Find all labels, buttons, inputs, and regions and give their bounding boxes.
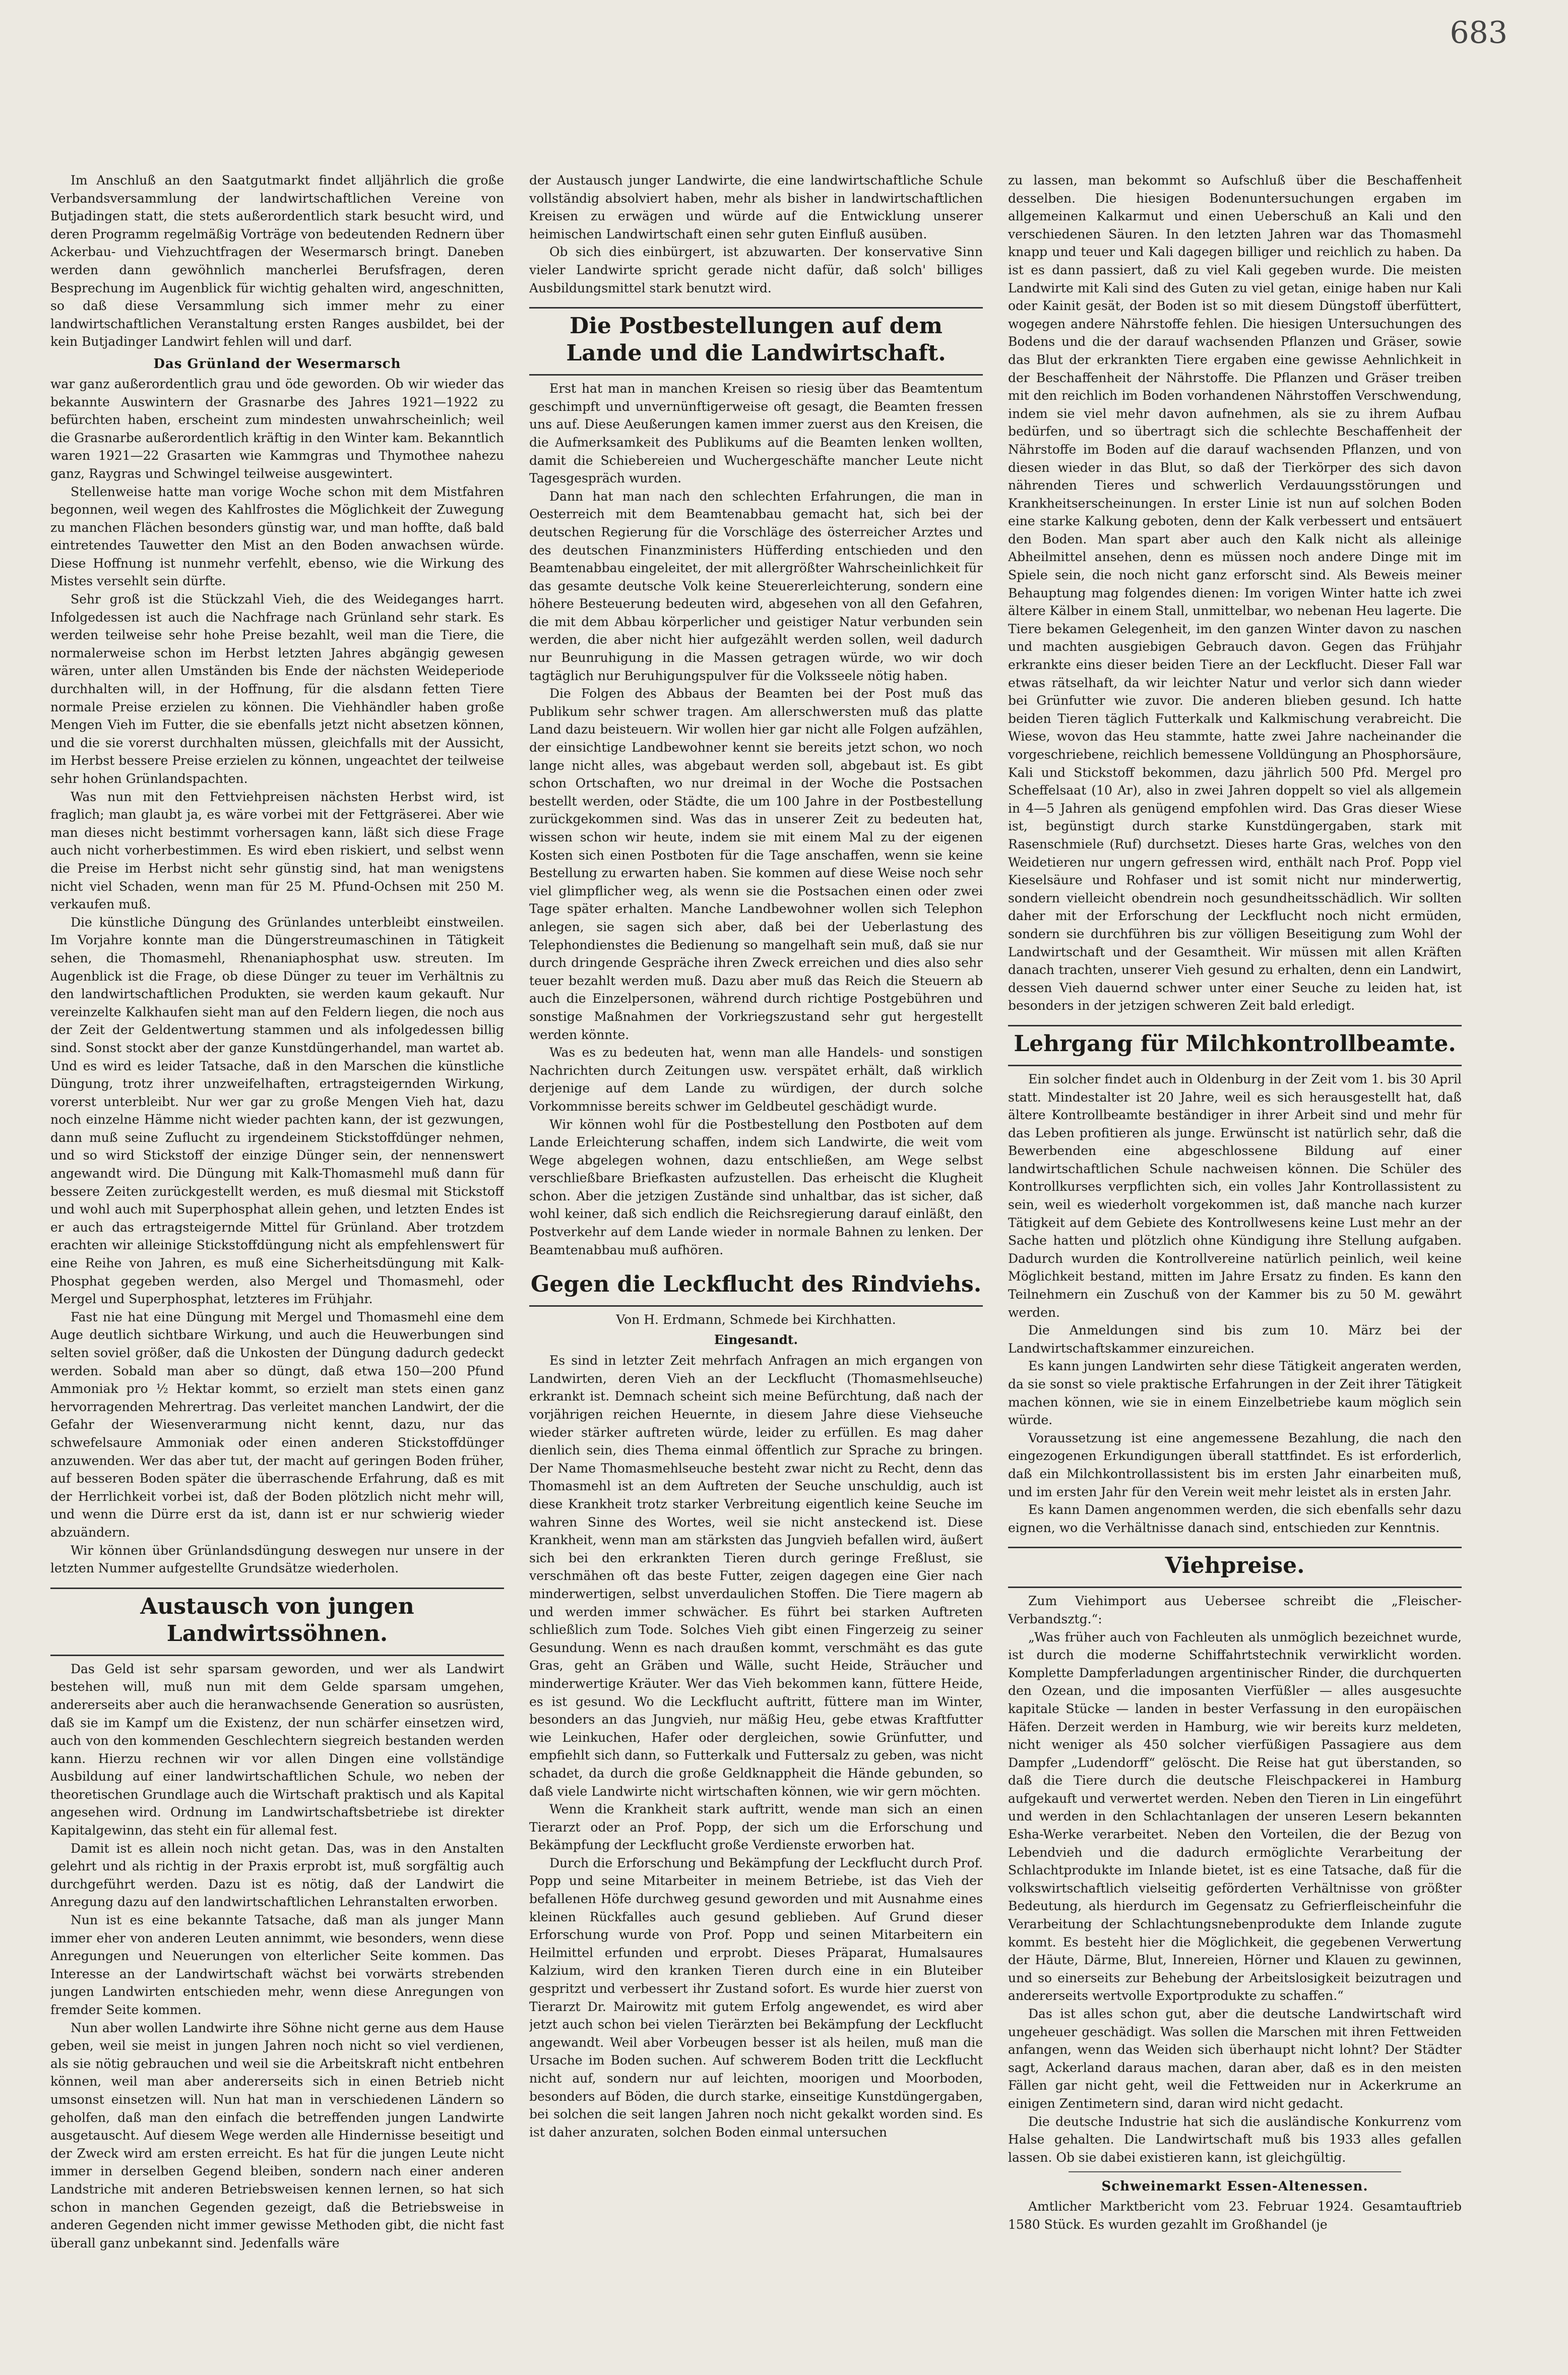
article-paragraph: Voraussetzung ist eine angemessene Bezahlung, die nach den eingezogenen Erkundigungen überall stattfindet. Es ist erforderlich, daß ein Milchkontrollassistent bis im ersten Jahr einarbeiten muß, und im ersten Jahr für den Verein weit mehr leistet als in ersten Jahr. — [1008, 1430, 1462, 1499]
article-paragraph: Wir können über Grünlandsdüngung deswegen nur unsere in der letzten Nummer aufgestellte Grundsätze wiederholen. — [50, 1543, 504, 1576]
article-paragraph: Die deutsche Industrie hat sich die ausländische Konkurrenz vom Halse gehalten. Die Landwirtschaft muß bis 1933 alles gefallen lassen. Ob sie dabei existieren kann, ist gleichgültig. — [1008, 2114, 1462, 2165]
column-2 — [529, 171, 983, 2339]
article-title: Viehpreise. — [1008, 1547, 1462, 1588]
article-paragraph: Es sind in letzter Zeit mehrfach Anfragen an mich ergangen von Landwirten, deren Vieh an der Leckflucht (Thomasmehlseuche) erkrankt ist. Demnach scheint sich meine Befürchtung, daß nach der vorjährigen reichen Heuernte, in diesem Jahre diese Viehseuche wieder stärker auftreten würde, leider zu erfüllen. Es mag daher dienlich sein, dies Thema einmal öffentlich zur Sprache zu bringen. Der Name Thomasmehlseuche besteht zwar nicht zu Recht, denn das Thomasmehl ist an dem Auftreten der Seuche unschuldig, auch ist diese Krankheit trotz starker Verbreitung eigentlich keine Seuche im wahren Sinne des Wortes, weil sie nicht ansteckend ist. Diese Krankheit, wenn man am stärksten das Jungvieh befallen wird, äußert sich bei den erkrankten Tieren durch geringe Freßlust, sie verschmähen oft das beste Futter, zeigen dagegen eine Gier nach minderwertigen, selbst unverdaulichen Stoffen. Die Tiere magern ab und werden immer schwächer. Es führt bei starken Auftreten schließlich zum Tode. Solches Vieh gibt einen Fingerzeig zu seiner Gesundung. Wenn es nach draußen kommt, verschmäht es das gute Gras, geht an Gräben und Wälle, sucht Heide, Sträucher und minderwertige Kräuter. Wer das Vieh bekommen kann, füttere Heide, es ist gesund. Wo die Leckflucht auftritt, füttere man im Winter, besonders an das Jungvieh, nur mäßig Heu, gebe etwas Kraftfutter wie Leinkuchen, Hafer oder dergleichen, sowie Grünfutter, und empfiehlt sich dann, so Futterkalk und Futtersalz zu geben, was nicht schadet, da durch die große Geldknappheit die Hände gebunden, so daß viele Landwirte nicht wirtschaften können, wie wir gern möchten. — [529, 1353, 983, 1799]
article-paragraph: Erst hat man in manchen Kreisen so riesig über das Beamtentum geschimpft und unvernünftigerweise oft gesagt, die Beamten fressen uns auf. Diese Aeußerungen kamen immer zuerst aus den Kreisen, die die Aufmerksamkeit des Publikums auf die Beamten lenken wollten, damit die Schiebereien und Wuchergeschäfte mancher Leute nicht Tagesgespräch wurden. — [529, 381, 983, 486]
article-paragraph: Es kann jungen Landwirten sehr diese Tätigkeit angeraten werden, da sie sonst so viele praktische Erfahrungen in der Zeit ihrer Tätigkeit machen können, wie sie in einem Einzelbetriebe kaum möglich sein würde. — [1008, 1359, 1462, 1428]
article-paragraph: Die künstliche Düngung des Grünlandes unterbleibt einstweilen. Im Vorjahre konnte man die Düngerstreumaschinen in Tätigkeit sehen, die Thomasmehl, Rhenaniaphosphat usw. streuten. Im Augenblick ist die Frage, ob diese Dünger zu teuer im Verhältnis zu den landwirtschaftlichen Produkten, sie werden kaum gekauft. Nur vereinzelte Kalkhaufen sieht man auf den Feldern liegen, die noch aus der Zeit der Geldentwertung stammen und als infolgedessen billig sind. Sonst stockt aber der ganze Kunstdüngerhandel, man wartet ab. Und es wird es leider Tatsache, daß in den Marschen die künstliche Düngung, trotz ihrer unzweifelhaften, ertragsteigernden Wirkung, vorerst unterbleibt. Nur wer gar zu große Mengen Vieh hat, dazu noch einzelne Hämme nicht wieder pachten kann, der ist gezwungen, dann muß seine Zuflucht zu irgendeinem Stickstoffdünger nehmen, und so wird Stickstoff der einzige Dünger sein, der nennenswert angewandt wird. Die Düngung mit Kalk-Thomasmehl muß dann für bessere Zeiten zurückgestellt werden, es muß diesmal mit Stickstoff und wohl auch mit Superphosphat allein gehen, und letzten Endes ist er auch das ertragsteigernde Mittel für Grünland. Aber trotzdem erachten wir alleinige Stickstoffdüngung nicht als empfehlenswert für eine Reihe von Jahren, es muß eine Sicherheitsdüngung mit Kalk-Phosphat gegeben werden, also Mergel und Thomasmehl, oder Mergel und Superphosphat, letzteres im Frühjahr. — [50, 915, 504, 1307]
article-paragraph: Damit ist es allein noch nicht getan. Das, was in den Anstalten gelehrt und als richtig in der Praxis erprobt ist, muß sorgfältig auch durchgeführt werden. Dazu ist es nötig, daß der Landwirt die Anregung dazu auf den landwirtschaftlichen Lehranstalten erworben. — [50, 1841, 504, 1910]
article-paragraph: Was es zu bedeuten hat, wenn man alle Handels- und sonstigen Nachrichten durch Zeitungen usw. verspätet erhält, daß wirklich derjenige auf dem Lande zu würdigen, der durch solche Vorkommnisse bereits schwer im Geldbeutel geschädigt wurde. — [529, 1045, 983, 1114]
column-3 — [1008, 171, 1462, 2339]
article-paragraph: „Was früher auch von Fachleuten als unmöglich bezeichnet wurde, ist durch die moderne Schiffahrtstechnik verwirklicht worden. Komplette Dampferladungen argentinischer Rinder, die durchquerten den Ozean, und die imposanten Vierfüßler — alles ausgesuchte kapitale Stücke — landen in bester Verfassung in den europäischen Häfen. Derzeit werden in Hamburg, wie wir bereits kurz meldeten, nicht weniger als 450 solcher vierfüßigen Passagiere aus dem Dampfer „Ludendorff“ gelöscht. Die Reise hat gut überstanden, so daß die Tiere durch die deutsche Fleischpackerei in Hamburg aufgekauft und verwertet werden. Neben den Tieren in Lin eingeführt und werden in den Schlachtanlagen der unseren Lesern bekannten Esha-Werke verarbeitet. Neben den Vorteilen, die der Bezug von Lebendvieh und die dadurch ermöglichte Verarbeitung der Schlachtprodukte im Inlande bietet, ist es eine Tatsache, daß für die volkswirtschaftlich vielseitig geförderten Verhältnisse von größter Bedeutung, als hierdurch im Gegensatz zu Gefrierfleischeinfuhr die Verarbeitung der Schlachtungsnebenprodukte dem Inlande zugute kommt. Es besteht hier die Möglichkeit, die gegebenen Verwertung der Häute, Därme, Blut, Innereien, Hörner und Klauen zu gewinnen, und so einerseits zur Behebung der Arbeitslosigkeit beizutragen und andererseits wertvolle Exportprodukte zu schaffen.“ — [1008, 1629, 1462, 2003]
article-paragraph: Im Anschluß an den Saatgutmarkt findet alljährlich die große Verbandsversammlung der landwirtschaftlichen Vereine von Butjadingen statt, die stets außerordentlich stark besucht wird, und deren Programm regelmäßig Vorträge von bedeutenden Rednern über Ackerbau- und Viehzuchtfragen der Wesermarsch bringt. Daneben werden dann gewöhnlich mancherlei Berufsfragen, deren Besprechung im Augenblick für wichtig gehalten wird, angeschnitten, so daß diese Versammlung sich immer mehr zu einer landwirtschaftlichen Veranstaltung ersten Ranges ausbildet, bei der kein Butjadinger Landwirt fehlen will und darf. — [50, 173, 504, 349]
article-paragraph: Es kann Damen angenommen werden, die sich ebenfalls sehr dazu eignen, wo die Verhältnisse danach sind, entschieden zur Kenntnis. — [1008, 1502, 1462, 1535]
article-title: Die Postbestellungen auf dem Lande und die Landwirtschaft. — [529, 307, 983, 376]
article-paragraph: Wir können wohl für die Postbestellung den Postboten auf dem Lande Erleichterung schaffen, indem sich Landwirte, die weit vom Wege abgelegen wohnen, dazu entschließen, am Wege selbst verschließbare Briefkasten aufzustellen. Das erheischt die Klugheit schon. Aber die jetzigen Zustände sind unhaltbar, das ist sicher, daß wohl keiner, daß sich endlich die Reichsregierung darauf einläßt, den Postverkehr auf dem Lande wieder in normale Bahnen zu lenken. Der Beamtenabbau muß aufhören. — [529, 1117, 983, 1257]
article-title: Austausch von jungen Landwirtssöhnen. — [50, 1588, 504, 1656]
article-paragraph: Amtlicher Marktbericht vom 23. Februar 1924. Gesamtauftrieb 1580 Stück. Es wurden gezahlt im Großhandel (je — [1008, 2199, 1462, 2232]
article-paragraph: der Austausch junger Landwirte, die eine landwirtschaftliche Schule vollständig absolviert haben, mehr als bisher in landwirtschaftlichen Kreisen zu erwägen und würde auf die Entwicklung unserer heimischen Landwirtschaft einen sehr guten Einfluß ausüben. — [529, 173, 983, 241]
article-paragraph: Was nun mit den Fettviehpreisen nächsten Herbst wird, ist fraglich; man glaubt ja, es wäre vorbei mit der Fettgräserei. Aber wie man dieses nicht bestimmt vorhersagen kann, läßt sich diese Frage auch nicht vorherbestimmen. Es wird eben riskiert, und selbst wenn die Preise im Herbst nicht sehr günstig sind, hat man wenigstens nicht viel Schaden, wenn man für 25 M. Pfund-Ochsen mit 250 M. verkaufen muß. — [50, 789, 504, 912]
article-paragraph: Ein solcher findet auch in Oldenburg in der Zeit vom 1. bis 30 April statt. Mindestalter ist 20 Jahre, weil es sich herausgestellt hat, daß ältere Kontrollbeamte beständiger in ihrer Arbeit sind und mehr für das Leben profitieren als junge. Erwünscht ist natürlich sehr, daß die Bewerbenden eine abgeschlossene Bildung auf einer landwirtschaftlichen Schule nachweisen können. Die Schüler des Kontrollkurses verpflichten sich, ein volles Jahr Kontrollassistent zu sein, weil es wiederholt vorgekommen ist, daß manche nach kurzer Tätigkeit auf dem Gebiete des Kontrollwesens keine Lust mehr an der Sache hatten und plötzlich ohne Kündigung ihre Stellung aufgaben. Dadurch wurden die Kontrollvereine natürlich peinlich, weil keine Möglichkeit bestand, mitten im Jahre Ersatz zu finden. Es kann den Teilnehmern ein Zuschuß von der Kammer bis zu 50 M. gewährt werden. — [1008, 1071, 1462, 1320]
article-paragraph: war ganz außerordentlich grau und öde geworden. Ob wir wieder das bekannte Auswintern der Grasnarbe des Jahres 1921—1922 zu befürchten haben, erscheint zum mindesten unwahrscheinlich; weil die Grasnarbe außerordentlich kräftig in den Winter kam. Bekanntlich waren 1921—22 Grasarten wie Kammgras und Thymothee nahezu ganz, Raygras und Schwingel teilweise ausgewintert. — [50, 376, 504, 481]
article-paragraph: Die Folgen des Abbaus der Beamten bei der Post muß das Publikum sehr schwer tragen. Am allerschwersten muß das platte Land dazu beisteuern. Wir wollen hier gar nicht alle Folgen aufzählen, der einsichtige Landbewohner kennt sie bereits jetzt schon, wo noch lange nicht alles, was abgebaut werden soll, abgebaut ist. Es gibt schon Ortschaften, wo nur dreimal in der Woche die Postsachen bestellt werden, oder Städte, die um 100 Jahre in der Postbestellung zurückgekommen sind. Was das in unserer Zeit zu bedeuten hat, wissen schon wir heute, indem sie mit einem Mal zu der eigenen Kosten sich einen Postboten für die Tage anschaffen, wenn sie keine Bestellung zu erwarten haben. Sie kommen auf diese Weise noch sehr viel glimpflicher weg, als wenn sie die Postsachen einen oder zwei Tage später erhalten. Manche Landbewohner wollen sich Telephon anlegen, sie sagen sich aber, daß bei der Ueberlastung des Telephondienstes die Bedienung so mangelhaft sein muß, daß sie nur durch dringende Gespräche ihren Zweck erreichen und dies also sehr teuer bezahlt werden muß. Dazu aber muß das Reich die Steuern ab auch die Einzelpersonen, während durch richtige Postgebühren und sonstige Maßnahmen der Vorkriegszustand sehr gut hergestellt werden könnte. — [529, 686, 983, 1042]
article-paragraph: zu lassen, man bekommt so Aufschluß über die Beschaffenheit desselben. Die hiesigen Bodenuntersuchungen ergaben im allgemeinen Kalkarmut und einen Ueberschuß an Kali und den verschiedenen Säuren. In den letzten Jahren war das Thomasmehl knapp und teuer und Kali dagegen billiger und reichlich zu haben. Da ist es dann passiert, daß zu viel Kali gegeben wurde. Die meisten Landwirte mit Kali sind des Guten zu viel getan, einige haben nur Kali oder Kainit gesät, der Boden ist so mit diesem Düngstoff überfüttert, wogegen andere Nährstoffe fehlen. Die hiesigen Untersuchungen des Bodens und die der darauf wachsenden Pflanzen und Gräser, sowie das Blut der erkrankten Tiere ergaben eine gewisse Aehnlichkeit in der Beschaffenheit der Nährstoffe. Die Pflanzen und Gräser treiben mit den reichlich im Boden vorhandenen Nährstoffen Verschwendung, indem sie viel mehr davon aufnehmen, als sie zu ihrem Aufbau bedürfen, und so übertragt sich die schlechte Beschaffenheit der Nährstoffe im Boden auf die darauf wachsenden Pflanzen, und von diesen wieder in das Blut, so daß der Tierkörper des sich davon nährenden Tieres und schwerlich Verdauungsstörungen und Krankheitserscheinungen. In erster Linie ist nun auf solchen Boden eine starke Kalkung geboten, denn der Kalk verbessert und entsäuert den Boden. Man spart aber auch den Kalk nicht als alleinige Abheilmittel ansehen, denn es müssen noch andere Dinge mit im Spiele sein, die noch nicht ganz erforscht sind. Als Beweis meiner Behauptung mag folgendes dienen: Im vorigen Winter hatte ich zwei ältere Kälber in einem Stall, unmittelbar, wo nebenan Heu lagerte. Die Tiere bekamen Gelegenheit, im den ganzen Winter davon zu naschen und machten ausgiebigen Gebrauch davon. Gegen das Frühjahr erkrankte eins dieser beiden Tiere an der Leckflucht. Dieser Fall war etwas rätselhaft, da wir leichter Natur und verlor sich dann wieder bei Grünfutter wie zuvor. Die anderen blieben gesund. Ich hatte beiden Tieren täglich Futterkalk und Kalkmischung verabreicht. Die Wiese, wovon das Heu stammte, hatte zwei Jahre nacheinander die vorgeschriebene, reichlich bemessene Volldüngung an Phosphorsäure, Kali und Stickstoff bekommen, dazu jährlich 500 Pfd. Mergel pro Scheffelsaat (10 Ar), also in zwei Jahren doppelt so viel als allgemein in 4—5 Jahren als genügend empfohlen wird. Das Gras dieser Wiese ist, begünstigt durch starke Kunstdüngergaben, stark mit Rasenschmiele (Ruf) durchsetzt. Dieses harte Gras, welches von den Weidetieren nur ungern gefressen wird, enthält nach Prof. Popp viel Kieselsäure und Rohfaser und ist somit nicht nur minderwertig, sondern vielleicht obendrein noch gesundheitsschädlich. Wir sollten daher mit der Erforschung der Leckflucht noch nicht ermüden, sondern sie durchführen bis zur völligen Beseitigung zum Wohl der Landwirtschaft und der Gesamtheit. Wir müssen mit allen Kräften danach trachten, unserer Vieh gesund zu erhalten, denn ein Landwirt, dessen Vieh dauernd schwer unter einer Seuche zu leiden hat, ist besonders in der jetzigen schweren Zeit bald erledigt. — [1008, 173, 1462, 1013]
byline: Von H. Erdmann, Schmede bei Kirchhatten. — [616, 1312, 896, 1327]
article-paragraph: Das ist alles schon gut, aber die deutsche Landwirtschaft wird ungeheuer geschädigt. Was sollen die Marschen mit ihren Fettweiden anfangen, wenn das Weiden sich überhaupt nicht lohnt? Der Städter sagt, Ackerland daraus machen, daran aber, daß es in den meisten Fällen gar nicht geht, weil die Fettweiden nur in Ackerkrume an einigen Zentimetern sind, daran wird nicht gedacht. — [1008, 2006, 1462, 2111]
article-paragraph: Dann hat man nach den schlechten Erfahrungen, die man in Oesterreich mit dem Beamtenabbau gemacht hat, sich bei der deutschen Regierung für die Vorschläge des österreicher Arztes und des deutschen Finanzministers Hüfferding entschieden und den Beamtenabbau eingeleitet, der mit allergrößter Wahrscheinlichkeit für das gesamte deutsche Volk keine Steuererleichterung, sondern eine höhere Besteuerung bedeuten wird, abgesehen von all den Gefahren, die mit dem Abbau körperlicher und geistiger Natur verbunden sein werden, die aber nicht hier aufgezählt werden sollen, weil dadurch nur Beunruhigung in die Massen getragen würde, wo wir doch tagtäglich nur Beruhigungspulver für die Volksseele nötig haben. — [529, 489, 983, 683]
article-paragraph: Wenn die Krankheit stark auftritt, wende man sich an einen Tierarzt oder an Prof. Popp, der sich um die Erforschung und Bekämpfung der Leckflucht große Verdienste erworben hat. — [529, 1802, 983, 1853]
article-paragraph: Durch die Erforschung und Bekämpfung der Leckflucht durch Prof. Popp und seine Mitarbeiter in meinem Betriebe, ist das Vieh der befallenen Höfe durchweg gesund geworden und mit Ausnahme eines kleinen Rückfalles auch gesund geblieben. Auf Grund dieser Erforschung wurde von Prof. Popp und seinen Mitarbeitern ein Heilmittel erfunden und erprobt. Dieses Präparat, Humalsaures Kalzium, wird den kranken Tieren durch eine in ein Bluteiber gespritzt und verbessert ihr Zustand sofort. Es wurde hier zuerst von Tierarzt Dr. Mairowitz mit gutem Erfolg angewendet, es wird aber jetzt auch schon bei vielen Tierärzten bei Bekämpfung der Leckflucht angewandt. Weil aber Vorbeugen besser ist als heilen, muß man die Ursache im Boden suchen. Auf schwerem Boden tritt die Leckflucht nicht auf, sondern nur auf leichten, moorigen und Moorboden, besonders auf Böden, die durch starke, einseitige Kunstdüngergaben, bei solchen die seit langen Jahren noch nicht gekalkt worden sind. Es ist daher anzuraten, solchen Boden einmal untersuchen — [529, 1855, 983, 2140]
page-number: 683 — [1450, 15, 1508, 50]
article-title: Lehrgang für Milchkontrollbeamte. — [1008, 1025, 1462, 1066]
article-paragraph: Die Anmeldungen sind bis zum 10. März bei der Landwirtschaftskammer einzureichen. — [1008, 1323, 1462, 1356]
article-paragraph: Sehr groß ist die Stückzahl Vieh, die des Weideganges harrt. Infolgedessen ist auch die Nachfrage nach Grünland sehr stark. Es werden teilweise sehr hohe Preise bezahlt, weil man die Tiere, die normalerweise schon im Herbst letzten Jahres abgängig gewesen wären, unter allen Umständen bis Ende der nächsten Weideperiode durchhalten will, in der Hoffnung, für die alsdann fetten Tiere normale Preise erzielen zu können. Die Viehhändler haben große Mengen Vieh im Futter, die sie ebenfalls jetzt nicht absetzen können, und die sie vorerst durchhalten müssen, gleichfalls mit der Aussicht, im Herbst bessere Preise erzielen zu können, ungeachtet der teilweise sehr hohen Grünlandspachten. — [50, 592, 504, 786]
article-paragraph: Nun aber wollen Landwirte ihre Söhne nicht gerne aus dem Hause geben, weil sie meist in jungen Jahren noch nicht so viel verdienen, als sie nötig gebrauchen und weil sie die Arbeitskraft nicht entbehren können, weil man aber andererseits sich in einen Betrieb nicht umsonst einsetzen will. Nun hat man in verschiedenen Ländern so geholfen, daß man den einfach die betreffenden jungen Landwirte ausgetauscht. Auf diesem Wege werden alle Hindernisse beseitigt und der Zweck wird am ersten erreicht. Es hat für die jungen Leute nicht immer in derselben Gegend bleiben, sondern nach einer anderen Landstriche mit anderen Betriebsweisen kennen lernen, so hat sich schon in manchen Gegenden gezeigt, daß die Betriebsweise in anderen Gegenden nicht immer gewisse Methoden gibt, die nicht fast überall ganz unbekannt sind. Jedenfalls wäre — [50, 2020, 504, 2250]
column-1 — [50, 171, 504, 2339]
article-paragraph: Stellenweise hatte man vorige Woche schon mit dem Mistfahren begonnen, weil wegen des Kahlfrostes die Möglichkeit der Zuwegung zu manchen Flächen besonders günstig war, und man hoffte, daß bald eintretendes Tauwetter den Mist an den Boden anwachsen würde. Diese Hoffnung ist nunmehr verfehlt, ebenso, wie die Wirkung des Mistes versehlt sein dürfte. — [50, 484, 504, 589]
article-paragraph: Fast nie hat eine Düngung mit Mergel und Thomasmehl eine dem Auge deutlich sichtbare Wirkung, und auch die Heuwerbungen sind selten soviel größer, daß die Unkosten der Düngung dadurch gedeckt werden. Sobald man aber so düngt, daß etwa 150—200 Pfund Ammoniak pro ½ Hektar kommt, so erzielt man stets einen ganz hervorragenden Mehrertrag. Das verleitet manchen Landwirt, der die Gefahr der Wiesenverarmung nicht kennt, dazu, nur das schwefelsaure Ammoniak oder einen anderen Stickstoffdünger anzuwenden. Wer das aber tut, der macht auf geringen Boden früher, auf besseren Boden später die überraschende Erfahrung, daß es mit der Herrlichkeit vorbei ist, daß der Boden plötzlich nicht mehr will, und wenn die Dürre erst da ist, dann ist er nur schwierig wieder abzuändern. — [50, 1309, 504, 1540]
divider — [1069, 2171, 1401, 2172]
newspaper-columns — [50, 171, 1512, 2339]
article-paragraph: Zum Viehimport aus Uebersee schreibt die „Fleischer-Verbandsztg.“: — [1008, 1594, 1462, 1626]
article-paragraph: Nun ist es eine bekannte Tatsache, daß man als junger Mann immer eher von anderen Leuten annimmt, wie besonders, wenn diese Anregungen und Neuerungen von elterlicher Seite kommen. Das Interesse an der Landwirtschaft wächst bei vorwärts strebenden jungen Landwirten entschieden mehr, wenn diese Anregungen von fremder Seite kommen. — [50, 1913, 504, 2017]
article-tag: Eingesandt. — [714, 1332, 798, 1348]
subheading: Das Grünland der Wesermarsch — [153, 356, 401, 372]
article-paragraph: Das Geld ist sehr sparsam geworden, und wer als Landwirt bestehen will, muß nun mit dem Gelde sparsam umgehen, andererseits aber auch die heranwachsende Generation so ausrüsten, daß sie im Kampf um die Existenz, der nun schärfer einsetzen wird, auch von den kommenden Geschlechtern siegreich bestanden werden kann. Hierzu rechnen wir vor allen Dingen eine vollständige Ausbildung auf einer landwirtschaftlichen Schule, wo neben der theoretischen Grundlage auch die Wirtschaft praktisch und als Kapital angesehen wird. Ordnung im Landwirtschaftsbetriebe ist direkter Kapitalgewinn, das steht ein für allemal fest. — [50, 1661, 504, 1838]
subheading: Schweinemarkt Essen-Altenessen. — [1101, 2179, 1368, 2195]
article-paragraph: Ob sich dies einbürgert, ist abzuwarten. Der konservative Sinn vieler Landwirte spricht gerade nicht dafür, daß solch' billiges Ausbildungsmittel stark benutzt wird. — [529, 245, 983, 295]
article-title: Gegen die Leckflucht des Rindviehs. — [529, 1267, 983, 1307]
